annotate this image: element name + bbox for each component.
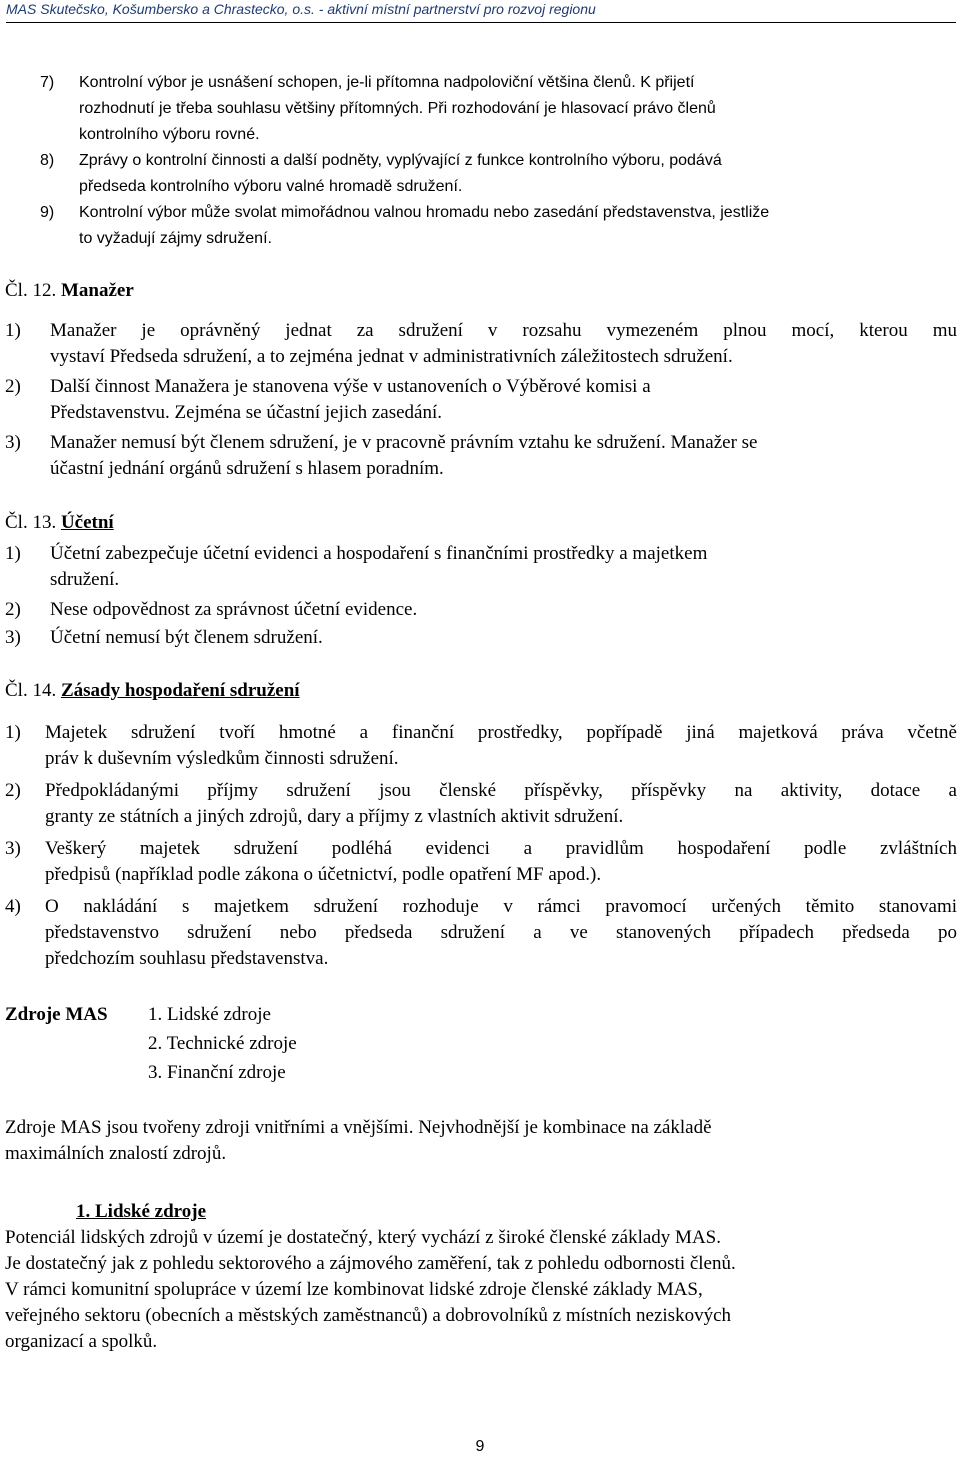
item-text-line: předchozím souhlasu představenstva. xyxy=(45,948,329,969)
item-text-line: Manažer nemusí být členem sdružení, je v pracovně právním vztahu ke sdružení. Manažer se xyxy=(50,432,758,453)
zdroje-list-item: 3. Finanční zdroje xyxy=(148,1062,286,1083)
lidske-zdroje-heading xyxy=(76,1199,476,1225)
item-number: 7) xyxy=(40,74,55,91)
item-text-line: účastní jednání orgánů sdružení s hlasem poradním. xyxy=(50,458,444,479)
section-heading xyxy=(5,678,957,704)
zdroje-list-item: 1. Lidské zdroje xyxy=(148,1004,271,1025)
item-text-line: O nakládání s majetkem sdružení rozhoduje v rámci pravomocí určených těmito stanovami xyxy=(45,896,957,917)
zdroje-intro xyxy=(5,1115,957,1167)
header-text: MAS Skutečsko, Košumbersko a Chrastecko, o.s. - aktivní místní partnerství pro rozvoj regionu xyxy=(6,1,596,17)
item-text-line: kontrolního výboru rovné. xyxy=(79,126,260,143)
item-text-line: Předpokládanými příjmy sdružení jsou členské příspěvky, příspěvky na aktivity, dotace a xyxy=(45,780,957,801)
paragraph-line: Je dostatečný jak z pohledu sektorového a zájmového zaměření, tak z pohledu odbornosti členů. xyxy=(5,1253,736,1274)
page-header xyxy=(6,0,956,23)
item-text-line: představenstvo sdružení nebo předseda sdružení a ve stanovených případech předseda po xyxy=(45,922,957,943)
section-prefix: Čl. 14. xyxy=(5,680,57,701)
item-text-line: Nese odpovědnost za správnost účetní evidence. xyxy=(50,599,418,620)
item-text-line: předpisů (například podle zákona o účetnictví, podle opatření MF apod.). xyxy=(45,864,602,885)
section-title: Zásady hospodaření sdružení xyxy=(60,680,300,701)
section-prefix: Čl. 13. xyxy=(5,512,57,533)
item-text-line: Kontrolní výbor může svolat mimořádnou valnou hromadu nebo zasedání představenstva, jestliže xyxy=(79,204,770,221)
item-text-line: Majetek sdružení tvoří hmotné a finanční prostředky, popřípadě jiná majetková práva včetně xyxy=(45,722,957,743)
list-item xyxy=(5,625,957,651)
list-item xyxy=(5,836,957,888)
item-number: 3) xyxy=(5,627,21,648)
item-text-line: to vyžadují zájmy sdružení. xyxy=(79,230,272,247)
item-text-line: Kontrolní výbor je usnášení schopen, je-li přítomna nadpoloviční většina členů. K přijetí xyxy=(79,74,695,91)
list-item xyxy=(5,430,957,482)
list-item xyxy=(5,720,957,772)
item-text-line: Účetní zabezpečuje účetní evidenci a hospodaření s finančními prostředky a majetkem xyxy=(50,543,708,564)
item-text-line: vystaví Předseda sdružení, a to zejména jednat v administrativních záležitostech sdružení. xyxy=(50,346,733,367)
page-number: 9 xyxy=(475,1438,485,1455)
list-item xyxy=(5,597,957,623)
item-text-line: Zprávy o kontrolní činnosti a další podněty, vyplývající z funkce kontrolního výboru, podává xyxy=(79,152,722,169)
section-heading xyxy=(5,510,957,536)
section-title: Manažer xyxy=(60,280,134,301)
list-item xyxy=(40,70,955,148)
list-item xyxy=(5,778,957,830)
paragraph-line: Zdroje MAS jsou tvořeny zdroji vnitřními a vnějšími. Nejvhodnější je kombinace na základě xyxy=(5,1117,712,1138)
list-item xyxy=(5,318,957,370)
item-number: 1) xyxy=(5,722,21,743)
list-item xyxy=(5,894,957,972)
list-item xyxy=(40,200,955,252)
list-item xyxy=(5,541,957,593)
item-number: 1) xyxy=(5,320,21,341)
lidske-zdroje-title: 1. Lidské zdroje xyxy=(76,1201,207,1222)
item-text-line: práv k duševním výsledkům činnosti sdružení. xyxy=(45,748,399,769)
lidske-zdroje-paragraph xyxy=(5,1225,957,1355)
item-number: 3) xyxy=(5,838,21,859)
item-text-line: sdružení. xyxy=(50,569,120,590)
item-number: 2) xyxy=(5,599,21,620)
list-item xyxy=(40,148,955,200)
item-text-line: rozhodnutí je třeba souhlasu většiny přítomných. Při rozhodování je hlasovací právo členů xyxy=(79,100,716,117)
item-text-line: granty ze státních a jiných zdrojů, dary a příjmy z vlastních aktivit sdružení. xyxy=(45,806,624,827)
section-title: Účetní xyxy=(60,512,114,533)
paragraph-line: organizací a spolků. xyxy=(5,1331,158,1352)
item-text-line: Představenstvu. Zejména se účastní jejich zasedání. xyxy=(50,402,443,423)
item-text-line: Veškerý majetek sdružení podléhá evidenci a pravidlům hospodaření podle zvláštních xyxy=(45,838,957,859)
item-text-line: Další činnost Manažera je stanovena výše v ustanoveních o Výběrové komisi a xyxy=(50,376,651,397)
paragraph-line: V rámci komunitní spolupráce v území lze kombinovat lidské zdroje členské základy MAS, xyxy=(5,1279,703,1300)
item-number: 8) xyxy=(40,152,55,169)
section-heading xyxy=(5,278,957,304)
item-number: 2) xyxy=(5,376,21,397)
zdroje-label: Zdroje MAS xyxy=(5,1004,108,1025)
item-number: 2) xyxy=(5,780,21,801)
zdroje-list-item: 2. Technické zdroje xyxy=(148,1033,297,1054)
item-number: 1) xyxy=(5,543,21,564)
item-text-line: Účetní nemusí být členem sdružení. xyxy=(50,627,323,648)
item-number: 9) xyxy=(40,204,55,221)
paragraph-line: maximálních znalostí zdrojů. xyxy=(5,1143,227,1164)
item-number: 3) xyxy=(5,432,21,453)
section-prefix: Čl. 12. xyxy=(5,280,57,301)
paragraph-line: Potenciál lidských zdrojů v území je dostatečný, který vychází z široké členské základy MAS. xyxy=(5,1227,721,1248)
item-text-line: předseda kontrolního výboru valné hromadě sdružení. xyxy=(79,178,463,195)
item-text-line: Manažer je oprávněný jednat za sdružení v rozsahu vymezeném plnou mocí, kterou mu xyxy=(50,320,957,341)
paragraph-line: veřejného sektoru (obecních a městských zaměstnanců) a dobrovolníků z místních neziskových xyxy=(5,1305,731,1326)
list-item xyxy=(5,374,957,426)
item-number: 4) xyxy=(5,896,21,917)
